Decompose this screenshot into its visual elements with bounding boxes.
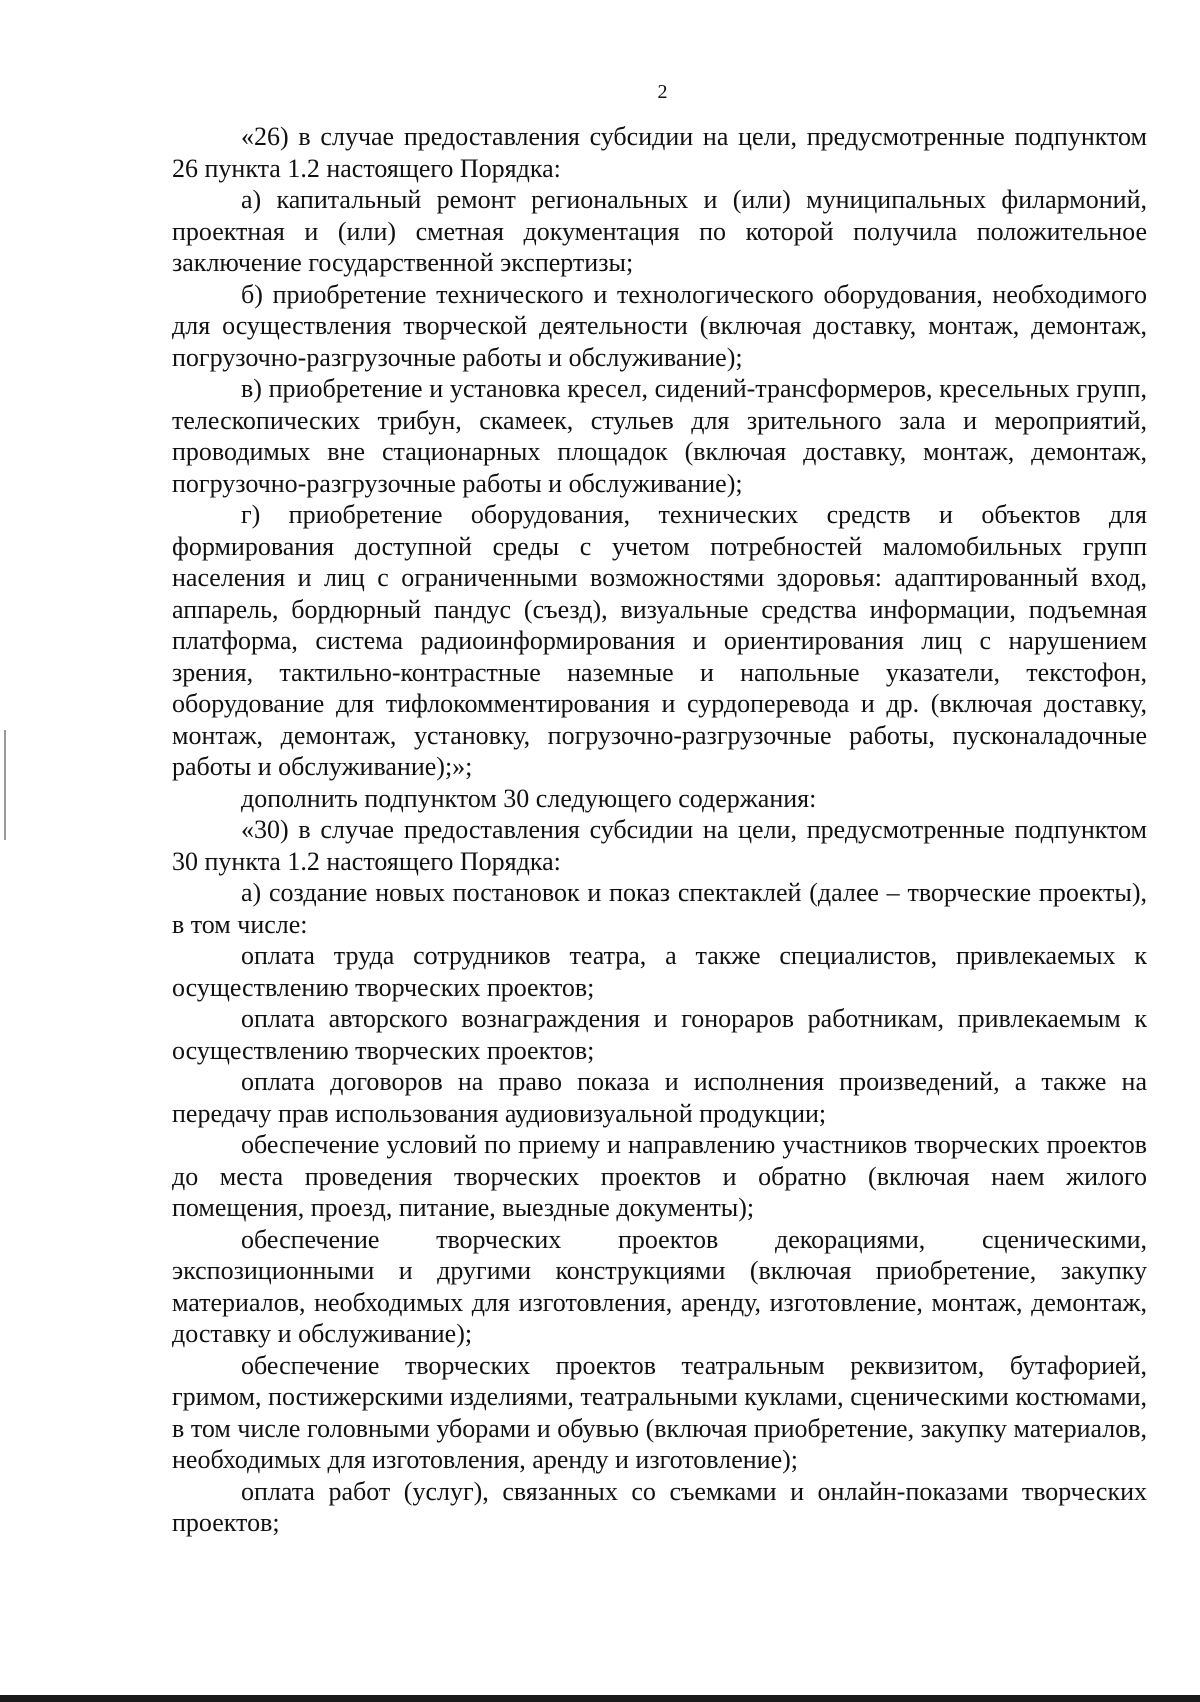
paragraph-filming: оплата работ (услуг), связанных со съемками и онлайн-показами творческих проектов; (172, 1476, 1147, 1537)
page-number: 2 (657, 81, 668, 103)
scan-bottom-border (0, 1695, 1200, 1702)
document-body (172, 121, 1147, 1539)
paragraph-author-fees: оплата авторского вознаграждения и гонораров работникам, привлекаемым к осуществлению творческих проектов; (172, 1004, 1147, 1065)
paragraph-amendment-note: дополнить подпунктом 30 следующего содержания: (241, 783, 817, 813)
paragraph-scenery: обеспечение творческих проектов декорациями, сценическими, экспозиционными и другими конструкциями (включая приобретение, закупку материалов, необходимых для изготовления, аренду, изготовление, монтаж, демонтаж, доставку и обслуживание); (172, 1224, 1147, 1348)
paragraph-item-30a: а) создание новых постановок и показ спектаклей (далее – творческие проекты), в том числе: (172, 878, 1147, 939)
paragraph-props-costumes: обеспечение творческих проектов театральным реквизитом, бутафорией, гримом, постижерскими изделиями, театральными куклами, сценическими костюмами, в том числе головными уборами и обувью (включая приобретение, закупку материалов, необходимых для изготовления, аренду и изготовление); (172, 1350, 1147, 1474)
paragraph-item-26a: а) капитальный ремонт региональных и (или) муниципальных филармоний, проектная и (или) сметная документация по которой получила положительное заключение государственной экспертизы; (172, 185, 1147, 277)
paragraph-participant-travel: обеспечение условий по приему и направлению участников творческих проектов до места проведения творческих проектов и обратно (включая наем жилого помещения, проезд, питание, выездные документы); (172, 1130, 1147, 1222)
paragraph-item-26v: в) приобретение и установка кресел, сидений-трансформеров, кресельных групп, телескопических трибун, скамеек, стульев для зрительного зала и мероприятий, проводимых вне стационарных площадок (включая доставку, монтаж, демонтаж, погрузочно-разгрузочные работы и обслуживание); (172, 374, 1147, 498)
paragraph-item-26b: б) приобретение технического и технологического оборудования, необходимого для осуществления творческой деятельности (включая доставку, монтаж, демонтаж, погрузочно-разгрузочные работы и обслуживание); (172, 279, 1147, 372)
paragraph-staff-pay: оплата труда сотрудников театра, а также специалистов, привлекаемых к осуществлению творческих проектов; (172, 941, 1147, 1002)
paragraph-rights-contracts: оплата договоров на право показа и исполнения произведений, а также на передачу прав использования аудиовизуальной продукции; (172, 1067, 1147, 1128)
paragraph-item-26g: г) приобретение оборудования, технических средств и объектов для формирования доступной среды с учетом потребностей маломобильных групп населения и лиц с ограниченными возможностями здоровья: адаптированный вход, аппарель, бордюрный пандус (съезд), визуальные средства информации, подъемная платформа, система радиоинформирования и ориентирования лиц с нарушением зрения, тактильно-контрастные наземные и напольные указатели, текстофон, оборудование для тифлокомментирования и сурдоперевода и др. (включая доставку, монтаж, демонтаж, установку, погрузочно-разгрузочные работы, пусконаладочные работы и обслуживание);»; (172, 500, 1147, 781)
scan-edge-mark (4, 730, 6, 840)
paragraph-item-30-intro: «30) в случае предоставления субсидии на цели, предусмотренные подпунктом 30 пункта 1.2 настоящего Порядка: (172, 815, 1147, 876)
paragraph-item-26-intro: «26) в случае предоставления субсидии на цели, предусмотренные подпунктом 26 пункта 1.2 настоящего Порядка: (172, 122, 1147, 183)
